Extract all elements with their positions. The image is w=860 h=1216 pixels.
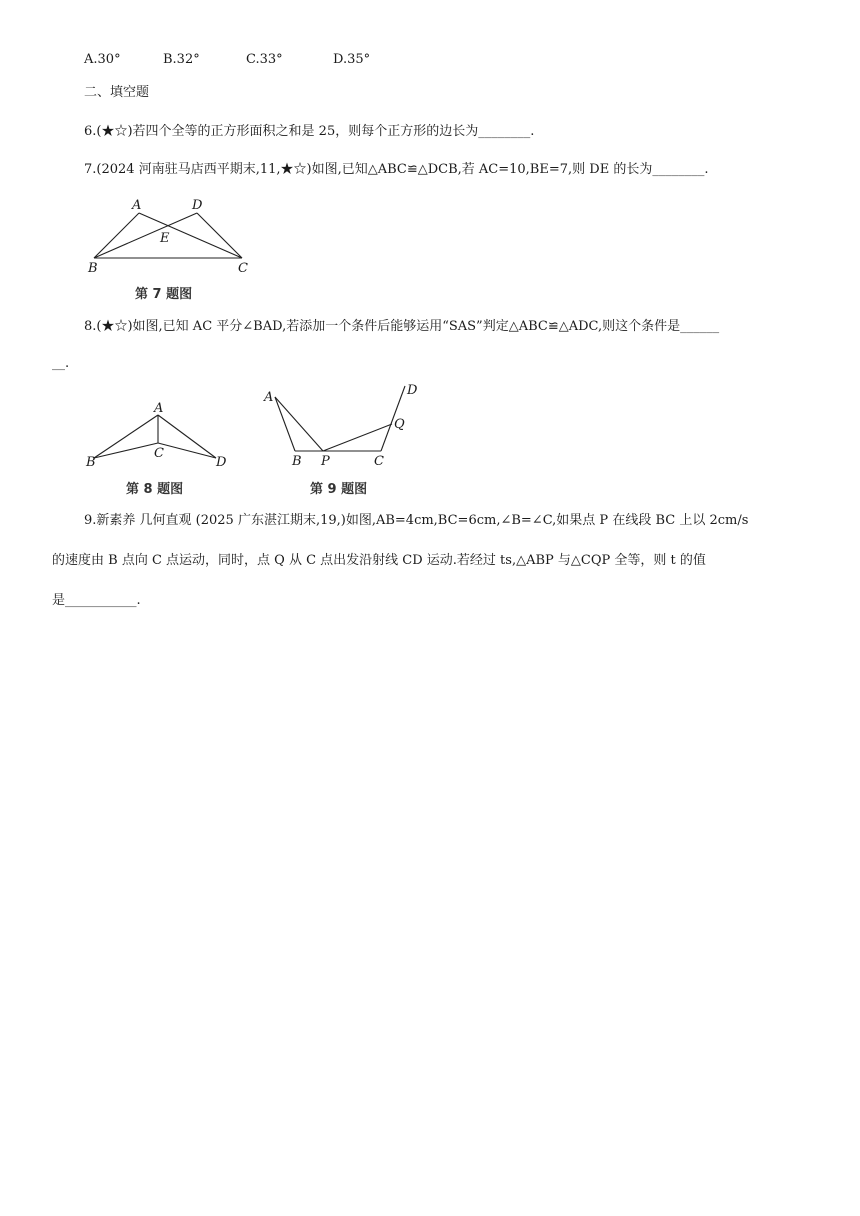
question-9-line-1: 9.新素养 几何直观 (2025 广东湛江期末,19,)如图,AB=4cm,BC=6cm,∠B=∠C,如果点 P 在线段 BC 上以 2cm/s [84, 513, 749, 528]
fig7-caption: 第 7 题图 [135, 287, 193, 302]
question-8-line-1: 8.(★☆)如图,已知 AC 平分∠BAD,若添加一个条件后能够运用“SAS”判定△ABC≌△ADC,则这个条件是______ [84, 319, 720, 334]
option-b: B.32° [163, 52, 200, 67]
fig8-label-b: B [86, 455, 96, 470]
option-d: D.35° [333, 52, 371, 67]
figure-8 [80, 395, 240, 500]
fig9-caption: 第 9 题图 [310, 482, 368, 497]
figure-9 [255, 380, 435, 500]
fig7-label-e: E [160, 231, 170, 246]
fig7-label-b: B [88, 261, 98, 276]
figure-7 [80, 192, 270, 304]
question-8-line-2: __. [52, 356, 70, 371]
option-a: A.30° [84, 52, 121, 67]
question-9-line-3: 是___________. [52, 593, 141, 608]
option-c: C.33° [246, 52, 283, 67]
question-6: 6.(★☆)若四个全等的正方形面积之和是 25，则每个正方形的边长为________. [84, 124, 535, 139]
fig9-label-q: Q [394, 417, 405, 432]
fig9-label-b: B [292, 454, 302, 469]
fig7-label-c: C [238, 261, 248, 276]
section-title: 二、填空题 [84, 85, 150, 100]
fig8-label-a: A [154, 401, 164, 416]
fig7-label-a: A [132, 198, 142, 213]
fig8-caption: 第 8 题图 [126, 482, 184, 497]
fig9-label-c: C [374, 454, 384, 469]
question-9-line-2: 的速度由 B 点向 C 点运动，同时，点 Q 从 C 点出发沿射线 CD 运动.若经过 ts,△ABP 与△CQP 全等，则 t 的值 [52, 553, 706, 568]
fig9-label-d: D [407, 383, 418, 398]
question-7: 7.(2024 河南驻马店西平期末,11,★☆)如图,已知△ABC≌△DCB,若 AC=10,BE=7,则 DE 的长为________. [84, 162, 709, 177]
fig9-label-p: P [321, 454, 330, 469]
fig7-label-d: D [192, 198, 203, 213]
fig8-label-c: C [154, 446, 164, 461]
fig9-label-a: A [264, 390, 274, 405]
fig8-label-d: D [216, 455, 227, 470]
